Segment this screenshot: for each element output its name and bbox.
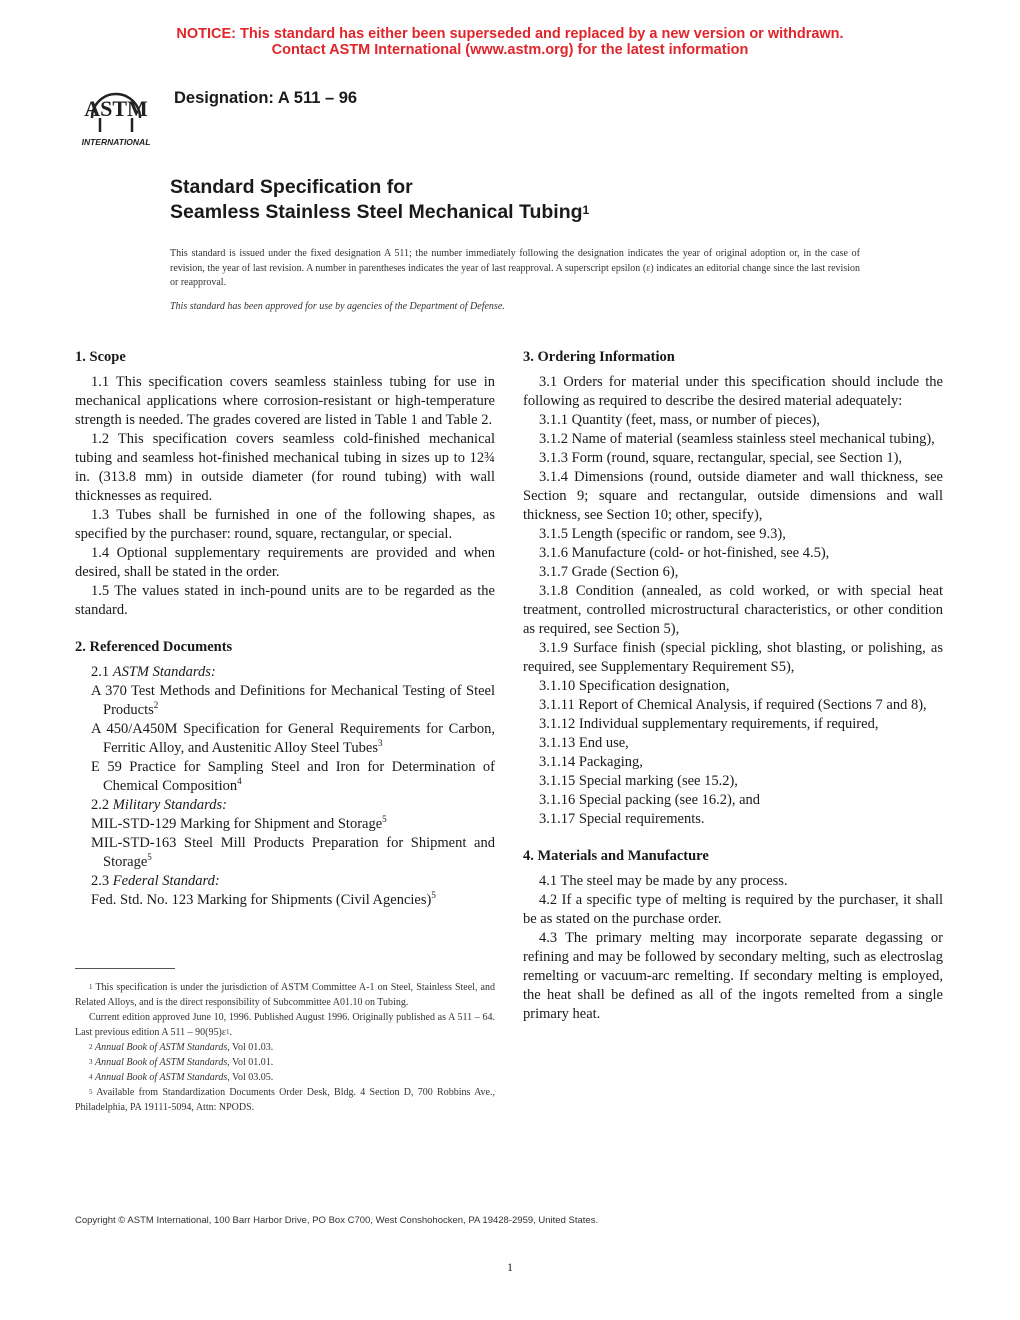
- footnote-4-italic: Annual Book of ASTM Standards: [95, 1072, 228, 1083]
- section-1-heading: 1. Scope: [75, 349, 126, 365]
- paragraph-1-5: 1.5 The values stated in inch-pound units are to be regarded as the standard.: [75, 583, 495, 618]
- paragraph-1-2: 1.2 This specification covers seamless cold-finished mechanical tubing and seamless hot-finished mechanical tubing in sizes up to 12¾ in. (313.8 mm) in outside diameter (for round tubing) with wall thicknesses as required.: [75, 431, 495, 504]
- footnote-1: [75, 980, 495, 1010]
- item-3-1-16: 3.1.16 Special packing (see 16.2), and: [539, 792, 761, 808]
- footnote-5-text: Available from Standardization Documents Order Desk, Bldg. 4 Section D, 700 Robbins Ave., Philadelphia, PA 19111-5094, Attn: NPODS.: [75, 1087, 495, 1113]
- logo-subtext: INTERNATIONAL: [81, 137, 151, 147]
- paragraph-1-4: 1.4 Optional supplementary requirements are provided and when desired, shall be stated in the order.: [75, 545, 495, 580]
- paragraph-1-1: 1.1 This specification covers seamless stainless tubing for use in mechanical applications where corrosion-resistant or high-temperature strength is needed. The grades covered are listed in Table 1 and Table 2.: [75, 374, 495, 428]
- title-line-1: Standard Specification for: [170, 176, 413, 198]
- reference-a370-fn: 2: [153, 700, 159, 711]
- item-3-1-1: 3.1.1 Quantity (feet, mass, or number of pieces),: [539, 412, 821, 428]
- reference-e59-text: E 59 Practice for Sampling Steel and Iron for Determination of Chemical Composition: [91, 759, 495, 794]
- item-3-1-2: 3.1.2 Name of material (seamless stainless steel mechanical tubing),: [539, 431, 935, 447]
- paragraph-2-2: [75, 796, 495, 815]
- reference-a450-fn: 3: [377, 738, 383, 749]
- reference-a370-text: A 370 Test Methods and Definitions for Mechanical Testing of Steel Products: [91, 683, 495, 718]
- footnote-rule: [75, 968, 175, 969]
- paragraph-2-1-num: 2.1: [91, 664, 113, 680]
- notice-line-2: Contact ASTM International (www.astm.org) for the latest information: [271, 42, 749, 58]
- reference-fed-std-123-fn: 5: [431, 890, 436, 901]
- item-3-1-5: 3.1.5 Length (specific or random, see 9.3),: [539, 526, 786, 542]
- footnote-1-text: This specification is under the jurisdiction of ASTM Committee A-1 on Steel, Stainless Steel, and Related Alloys, and is the direct responsibility of Subcommittee A01.10 on Tubing.: [75, 982, 495, 1008]
- logo-text: ASTM: [84, 96, 148, 121]
- reference-mil-std-129-fn: 5: [382, 814, 387, 825]
- footnote-1b: [75, 1010, 495, 1040]
- item-3-1-6: 3.1.6 Manufacture (cold- or hot-finished, see 4.5),: [539, 545, 830, 561]
- paragraph-2-1: [75, 663, 495, 682]
- reference-a370: [75, 682, 495, 720]
- footnote-4: [75, 1070, 495, 1085]
- footnote-3-text: , Vol 01.01.: [227, 1057, 274, 1068]
- paragraph-2-2-num: 2.2: [91, 797, 113, 813]
- paragraph-4-1: 4.1 The steel may be made by any process.: [539, 873, 788, 889]
- item-3-1-15: 3.1.15 Special marking (see 15.2),: [539, 773, 738, 789]
- footnote-1b-end: .: [229, 1027, 233, 1038]
- footnote-2-num: 2: [89, 1043, 93, 1051]
- item-3-1-3: 3.1.3 Form (round, square, rectangular, special, see Section 1),: [539, 450, 903, 466]
- footnote-3-italic: Annual Book of ASTM Standards: [95, 1057, 228, 1068]
- paragraph-4-3: 4.3 The primary melting may incorporate separate degassing or refining and may be followed by secondary melting, such as electroslag remelting or vacuum-arc remelting. If secondary melting is employed, the heat shall be defined as all of the ingots remelted from a single primary heat.: [523, 930, 943, 1022]
- paragraph-2-1-title: ASTM Standards:: [112, 664, 216, 680]
- reference-fed-std-123: [75, 891, 495, 910]
- item-3-1-14: 3.1.14 Packaging,: [539, 754, 643, 770]
- title-footnote-ref: 1: [582, 203, 590, 217]
- footnote-1b-sup: 1: [226, 1028, 230, 1036]
- reference-e59-fn: 4: [237, 776, 242, 787]
- right-column: [523, 344, 943, 1024]
- item-3-1-9: 3.1.9 Surface finish (special pickling, shot blasting, or polishing, as required, see Supplementary Requirement S5),: [523, 640, 943, 675]
- footnote-3: [75, 1055, 495, 1070]
- item-3-1-4: 3.1.4 Dimensions (round, outside diameter and wall thickness, see Section 9; square and rectangular, outside dimensions and wall thickness, see Section 10; other, specify),: [523, 469, 943, 523]
- paragraph-2-2-title: Military Standards:: [112, 797, 228, 813]
- left-column: [75, 344, 495, 910]
- footnote-2-text: , Vol 01.03.: [227, 1042, 274, 1053]
- reference-a450: [75, 720, 495, 758]
- footnote-3-num: 3: [89, 1058, 93, 1066]
- reference-a450-text: A 450/A450M Specification for General Requirements for Carbon, Ferritic Alloy, and Austenitic Alloy Steel Tubes: [91, 721, 495, 756]
- paragraph-2-3-title: Federal Standard:: [112, 873, 220, 889]
- reference-fed-std-123-text: Fed. Std. No. 123 Marking for Shipments (Civil Agencies): [91, 892, 432, 908]
- footnote-2-italic: Annual Book of ASTM Standards: [95, 1042, 228, 1053]
- reference-mil-std-163-text: MIL-STD-163 Steel Mill Products Preparation for Shipment and Storage: [91, 835, 495, 870]
- item-3-1-7: 3.1.7 Grade (Section 6),: [539, 564, 679, 580]
- footnote-1-num: 1: [89, 983, 93, 991]
- approved-note: This standard has been approved for use by agencies of the Department of Defense.: [170, 301, 505, 312]
- paragraph-2-3: [75, 872, 495, 891]
- reference-mil-std-163: [75, 834, 495, 872]
- footnote-4-num: 4: [89, 1073, 93, 1081]
- section-2-heading: 2. Referenced Documents: [75, 639, 233, 655]
- reference-e59: [75, 758, 495, 796]
- title-line-2-text: Seamless Stainless Steel Mechanical Tubing: [170, 201, 583, 223]
- item-3-1-8: 3.1.8 Condition (annealed, as cold worked, or with special heat treatment, controlled microstructural characteristics, or other condition as required, see Section 5),: [523, 583, 943, 637]
- item-3-1-13: 3.1.13 End use,: [539, 735, 629, 751]
- footnote-5-num: 5: [89, 1088, 93, 1096]
- reference-mil-std-129: [75, 815, 495, 834]
- reference-mil-std-163-fn: 5: [147, 852, 152, 863]
- designation: Designation: A 511 – 96: [174, 89, 358, 107]
- item-3-1-10: 3.1.10 Specification designation,: [539, 678, 730, 694]
- page-number: 1: [507, 1260, 513, 1274]
- paragraph-3-1: 3.1 Orders for material under this specification should include the following as required to describe the desired material adequately:: [523, 374, 943, 409]
- paragraph-2-3-num: 2.3: [91, 873, 113, 889]
- item-3-1-12: 3.1.12 Individual supplementary requirements, if required,: [539, 716, 879, 732]
- footnote-5: [75, 1085, 495, 1115]
- section-4-heading: 4. Materials and Manufacture: [523, 848, 709, 864]
- paragraph-1-3: 1.3 Tubes shall be furnished in one of the following shapes, as specified by the purchaser: round, square, rectangular, or special.: [75, 507, 495, 542]
- footnotes: [75, 980, 495, 1115]
- item-3-1-17: 3.1.17 Special requirements.: [539, 811, 705, 827]
- document-title: [170, 175, 589, 225]
- item-3-1-11: 3.1.11 Report of Chemical Analysis, if required (Sections 7 and 8),: [539, 697, 927, 713]
- section-3-heading: 3. Ordering Information: [523, 349, 675, 365]
- footnote-4-text: , Vol 03.05.: [227, 1072, 274, 1083]
- footnote-1b-text: Current edition approved June 10, 1996. Published August 1996. Originally published as A 511 – 64. Last previous edition A 511 – 90(95)ε: [75, 1012, 495, 1038]
- notice-line-1: NOTICE: This standard has either been superseded and replaced by a new version or withdrawn.: [176, 26, 844, 42]
- reference-mil-std-129-text: MIL-STD-129 Marking for Shipment and Storage: [91, 816, 383, 832]
- copyright: Copyright © ASTM International, 100 Barr Harbor Drive, PO Box C700, West Conshohocken, PA 19428-2959, United States.: [75, 1215, 599, 1226]
- issue-note: This standard is issued under the fixed designation A 511; the number immediately following the designation indicates the year of original adoption or, in the case of revision, the year of last revision. A number in parentheses indicates the year of last reapproval. A superscript epsilon (ε) indicates an editorial change since the last revision or reapproval.: [170, 248, 860, 288]
- astm-logo: [70, 72, 162, 148]
- withdrawal-notice: [0, 26, 1020, 58]
- title-line-2: [170, 200, 589, 225]
- footnote-2: [75, 1040, 495, 1055]
- paragraph-4-2: 4.2 If a specific type of melting is required by the purchaser, it shall be as stated on the purchase order.: [523, 892, 943, 927]
